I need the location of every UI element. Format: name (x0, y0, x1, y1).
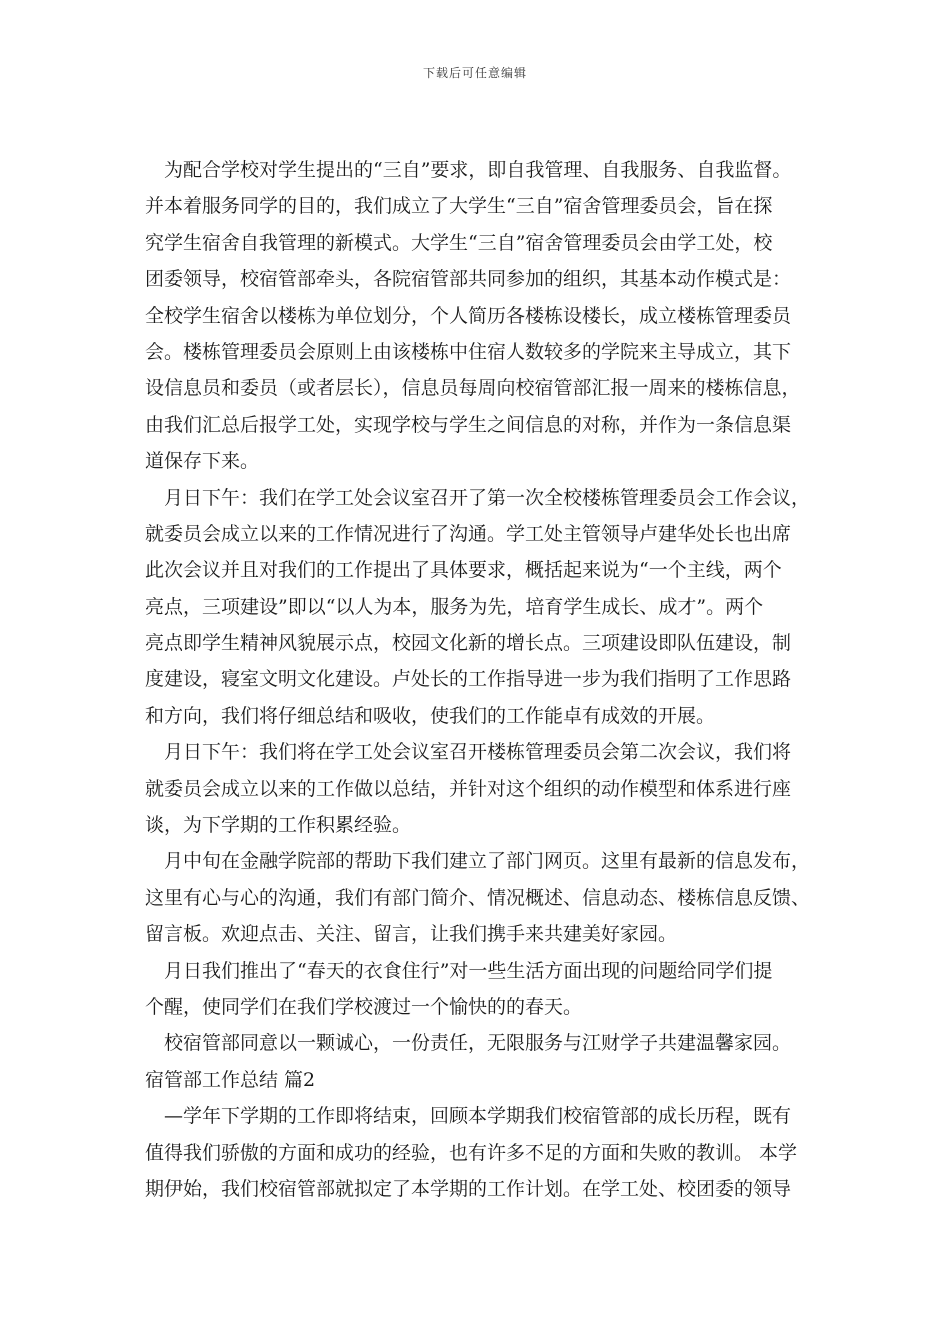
text-line: 团委领导，校宿管部牵头，各院宿管部共同参加的组织，其基本动作模式是： (145, 268, 792, 291)
text-line: 和方向，我们将仔细总结和吸收，使我们的工作能卓有成效的开展。 (145, 704, 716, 727)
text-line: 月日我们推出了“春天的衣食住行”对一些生活方面出现的问题给同学们提 (164, 959, 773, 982)
text-line: 宿管部工作总结 篇2 (145, 1068, 316, 1091)
text-line: 谈，为下学期的工作积累经验。 (145, 814, 412, 837)
text-line: —学年下学期的工作即将结束，回顾本学期我们校宿管部的成长历程，既有 (164, 1105, 792, 1128)
text-line: 月日下午：我们在学工处会议室召开了第一次全校楼栋管理委员会工作会议， (164, 486, 811, 509)
text-line: 期伊始，我们校宿管部就拟定了本学期的工作计划。在学工处、校团委的领导 (145, 1177, 792, 1200)
text-line: 道保存下来。 (145, 450, 260, 473)
text-line: 校宿管部同意以一颗诚心，一份责任，无限服务与江财学子共建温馨家园。 (164, 1032, 792, 1055)
text-line: 个醒，使同学们在我们学校渡过一个愉快的的春天。 (145, 995, 583, 1018)
text-line: 留言板。欢迎点击、关注、留言，让我们携手来共建美好家园。 (145, 923, 678, 946)
text-line: 就委员会成立以来的工作情况进行了沟通。学工处主管领导卢建华处长也出席 (145, 522, 792, 545)
text-line: 全校学生宿舍以楼栋为单位划分，个人简历各楼栋设楼长，成立楼栋管理委员 (145, 304, 792, 327)
document-body (145, 152, 825, 1207)
text-line: 月日下午：我们将在学工处会议室召开楼栋管理委员会第二次会议，我们将 (164, 741, 792, 764)
text-line: 究学生宿舍自我管理的新模式。大学生“三自”宿舍管理委员会由学工处，校 (145, 231, 773, 254)
text-line: 为配合学校对学生提出的“三自”要求，即自我管理、自我服务、自我监督。 (164, 159, 792, 181)
text-line: 此次会议并且对我们的工作提出了具体要求，概括起来说为“一个主线，两个 (145, 559, 782, 582)
page-header: 下载后可任意编辑 (422, 66, 527, 80)
text-line: 亮点即学生精神风貌展示点，校园文化新的增长点。三项建设即队伍建设，制 (145, 632, 792, 655)
text-line: 会。楼栋管理委员会原则上由该楼栋中住宿人数较多的学院来主导成立，其下 (145, 340, 792, 363)
text-line: 这里有心与心的沟通，我们有部门简介、情况概述、信息动态、楼栋信息反馈、 (145, 886, 811, 909)
text-line: 由我们汇总后报学工处，实现学校与学生之间信息的对称，并作为一条信息渠 (145, 413, 792, 436)
text-line: 就委员会成立以来的工作做以总结，并针对这个组织的动作模型和体系进行座 (145, 777, 792, 800)
text-line: 设信息员和委员（或者层长），信息员每周向校宿管部汇报一周来的楼栋信息， (145, 377, 801, 400)
text-line: 值得我们骄傲的方面和成功的经验，也有许多不足的方面和失败的教训。 本学 (145, 1141, 798, 1164)
text-line: 月中旬在金融学院部的帮助下我们建立了部门网页。这里有最新的信息发布， (164, 850, 811, 873)
text-line: 并本着服务同学的目的，我们成立了大学生“三自”宿舍管理委员会，旨在探 (145, 195, 773, 218)
text-line: 亮点，三项建设”即以“以人为本，服务为先，培育学生成长、成才”。两个 (145, 595, 764, 618)
text-line: 度建设，寝室文明文化建设。卢处长的工作指导进一步为我们指明了工作思路 (145, 668, 792, 691)
